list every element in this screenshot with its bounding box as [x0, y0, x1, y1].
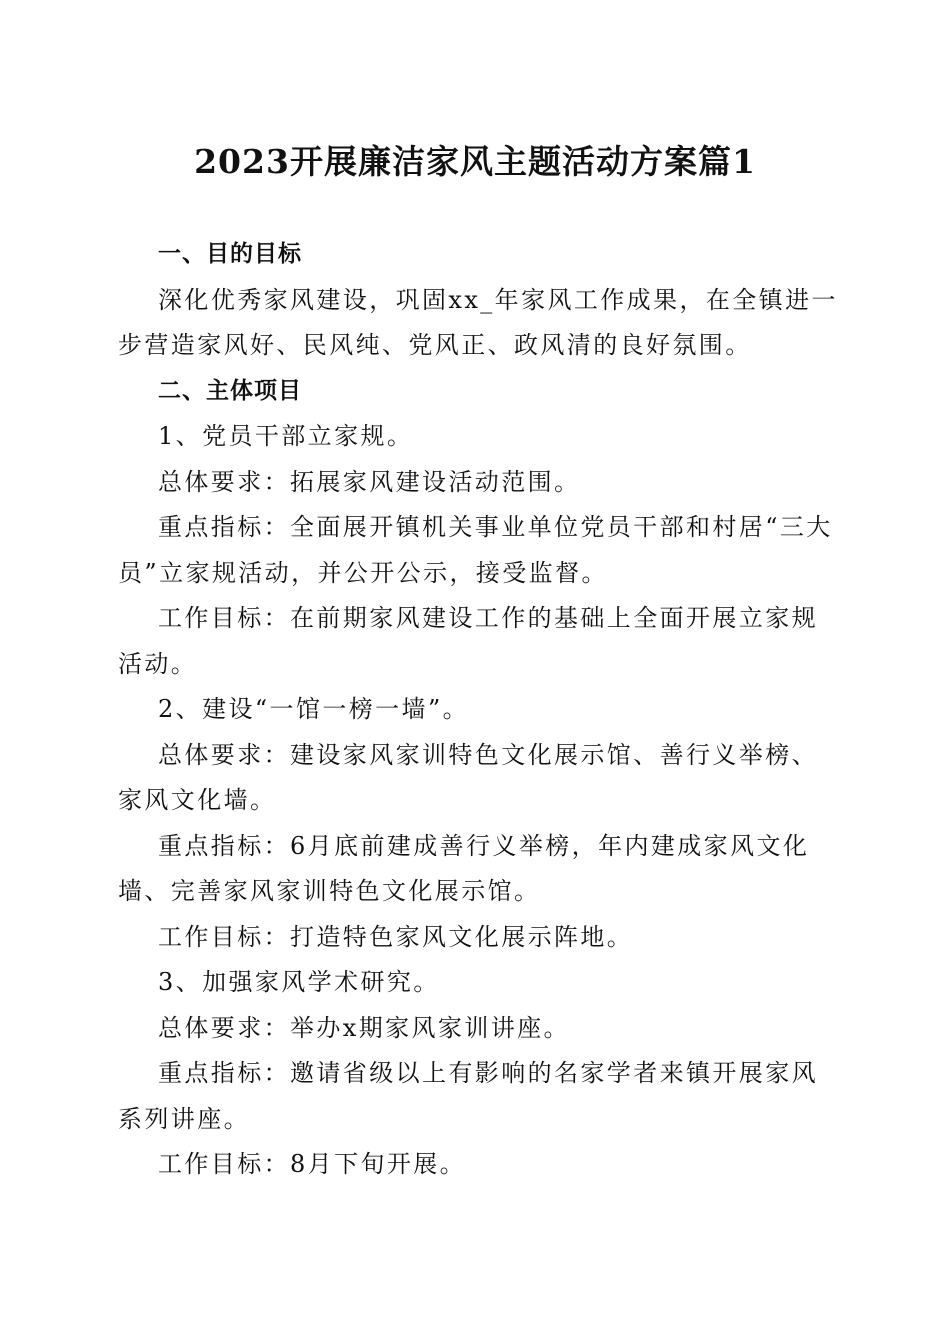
project-2-requirement: 总体要求：建设家风家训特色文化展示馆、善行义举榜、家风文化墙。	[118, 740, 818, 814]
project-1-requirement: 总体要求：拓展家风建设活动范围。	[158, 467, 581, 496]
project-2-title: 2、建设“一馆一榜一墙”。	[158, 695, 470, 723]
project-3-indicator: 重点指标：邀请省级以上有影响的名家学者来镇开展家风系列讲座。	[118, 1059, 818, 1133]
project-3-title: 3、加强家风学术研究。	[158, 968, 440, 996]
project-2-indicator: 重点指标：6月底前建成善行义举榜，年内建成家风文化墙、完善家风家训特色文化展示馆。	[118, 831, 810, 905]
project-2-target: 工作目标：打造特色家风文化展示阵地。	[158, 922, 634, 951]
project-1-title: 1、党员干部立家规。	[158, 422, 414, 450]
document-body	[118, 232, 838, 1188]
project-1-target: 工作目标：在前期家风建设工作的基础上全面开展立家规活动。	[118, 604, 818, 678]
project-3-requirement: 总体要求：举办x期家风家训讲座。	[158, 1013, 570, 1042]
section-heading-projects: 二、主体项目	[158, 377, 302, 404]
project-1-indicator: 重点指标：全面展开镇机关事业单位党员干部和村居“三大员”立家规活动，并公开公示，接受监督。	[118, 513, 833, 587]
section-heading-goals: 一、目的目标	[158, 241, 302, 267]
document-title: 2023开展廉洁家风主题活动方案篇1	[194, 142, 756, 181]
project-3-target: 工作目标：8月下旬开展。	[158, 1150, 467, 1178]
paragraph-goals: 深化优秀家风建设，巩固xx_年家风工作成果，在全镇进一步营造家风好、民风纯、党风正、政风清的良好氛围。	[118, 285, 838, 359]
